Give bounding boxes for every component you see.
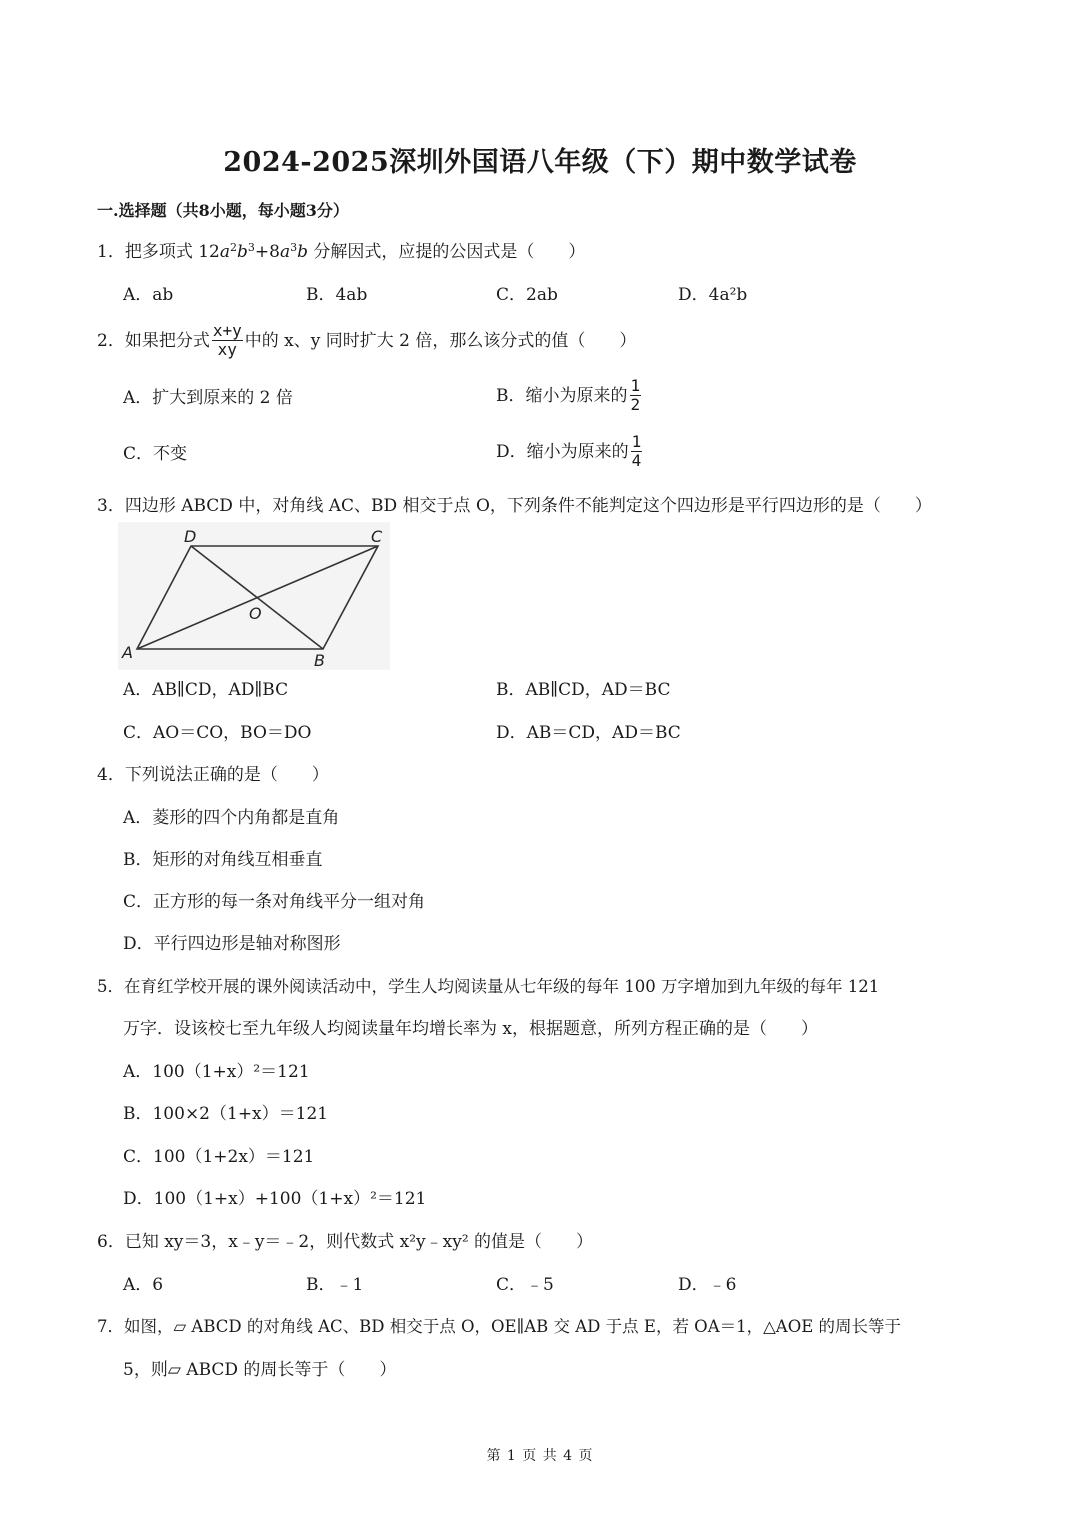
label-d: D xyxy=(184,527,197,546)
label-b: B xyxy=(314,651,325,670)
question-3: 3．四边形 ABCD 中，对角线 AC、BD 相交于点 O，下列条件不能判定这个四边形是平行四边形的是（ ） xyxy=(97,496,932,516)
question-1: 1．把多项式 $12a^2b^3+8a^3b$ 分解因式，应提的公因式是（ ） xyxy=(97,241,586,262)
label-c: C xyxy=(371,527,383,546)
section-heading: 一.选择题（共8小题，每小题3分） xyxy=(97,201,349,220)
q1-option-c: C．2ab xyxy=(496,285,558,305)
q3-option-c: C．AO＝CO，BO＝DO xyxy=(123,723,312,743)
q2-option-d-denominator: 4 xyxy=(631,451,642,470)
q1-text-before: 1．把多项式 12 xyxy=(97,242,220,262)
q2-option-d-text: D．缩小为原来的 xyxy=(496,441,629,462)
q2-option-d-numerator: 1 xyxy=(631,432,642,451)
page-title: 2024-2025深圳外国语八年级（下）期中数学试卷 xyxy=(223,147,857,178)
label-o: O xyxy=(249,604,262,623)
q2-option-b-fraction xyxy=(630,377,642,414)
question-2 xyxy=(97,322,636,359)
q2-option-b-denominator: 2 xyxy=(630,395,641,414)
q3-option-a: A．AB∥CD，AD∥BC xyxy=(123,680,289,700)
q2-option-b-numerator: 1 xyxy=(630,376,641,395)
q1-option-d: D．4a²b xyxy=(678,285,748,305)
q1-option-b: B．4ab xyxy=(306,285,368,305)
q6-option-d: D．﹣6 xyxy=(678,1275,737,1295)
q5-option-d: D．100（1+x）+100（1+x）²＝121 xyxy=(123,1189,427,1209)
q5-option-c: C．100（1+2x）＝121 xyxy=(123,1147,315,1167)
q2-fraction xyxy=(212,322,243,359)
q3-option-d: D．AB＝CD，AD＝BC xyxy=(496,723,681,743)
q2-option-c: C．不变 xyxy=(123,444,188,464)
q2-option-b-text: B．缩小为原来的 xyxy=(496,385,628,406)
parallelogram-figure xyxy=(118,522,390,670)
q6-option-a: A．6 xyxy=(123,1275,164,1295)
question-6: 6．已知 xy＝3，x﹣y＝﹣2，则代数式 x²y﹣xy² 的值是（ ） xyxy=(97,1232,594,1252)
q2-fraction-denominator: xy xyxy=(217,340,237,359)
q5-option-a: A．100（1+x）²＝121 xyxy=(123,1062,310,1082)
question-7-line-2: 5，则▱ ABCD 的周长等于（ ） xyxy=(123,1360,397,1380)
q2-option-a: A．扩大到原来的 2 倍 xyxy=(123,388,293,408)
question-5-line-1: 5．在育红学校开展的课外阅读活动中，学生人均阅读量从七年级的每年 100 万字增加到九年级的每年 121 xyxy=(97,977,880,996)
question-7-line-1: 7．如图，▱ ABCD 的对角线 AC、BD 相交于点 O，OE∥AB 交 AD 于点 E，若 OA＝1，△AOE 的周长等于 xyxy=(97,1317,902,1336)
page-footer: 第 1 页 共 4 页 xyxy=(486,1448,594,1464)
q2-fraction-numerator: x+y xyxy=(212,321,242,340)
q3-option-b: B．AB∥CD，AD＝BC xyxy=(496,680,671,700)
q4-option-c: C．正方形的每一条对角线平分一组对角 xyxy=(123,892,426,912)
q2-option-d xyxy=(496,433,644,470)
question-4: 4．下列说法正确的是（ ） xyxy=(97,765,329,785)
q2-text-after: 中的 x、y 同时扩大 2 倍，那么该分式的值（ ） xyxy=(244,330,637,351)
q1-text-mid: +8 xyxy=(254,242,280,262)
q4-option-b: B．矩形的对角线互相垂直 xyxy=(123,850,323,870)
q5-option-b: B．100×2（1+x）＝121 xyxy=(123,1104,329,1124)
q4-option-a: A．菱形的四个内角都是直角 xyxy=(123,808,340,828)
q2-text-before: 2．如果把分式 xyxy=(97,330,210,351)
label-a: A xyxy=(122,643,133,662)
q4-option-d: D．平行四边形是轴对称图形 xyxy=(123,934,341,954)
q1-text-after: 分解因式，应提的公因式是（ ） xyxy=(313,242,586,262)
q6-option-c: C．﹣5 xyxy=(496,1275,554,1295)
q6-option-b: B．﹣1 xyxy=(306,1275,364,1295)
q2-option-b xyxy=(496,377,643,414)
q2-option-d-fraction xyxy=(631,433,643,470)
question-5-line-2: 万字．设该校七至九年级人均阅读量年均增长率为 x，根据题意，所列方程正确的是（ ） xyxy=(123,1019,818,1039)
q1-option-a: A．ab xyxy=(123,285,174,305)
